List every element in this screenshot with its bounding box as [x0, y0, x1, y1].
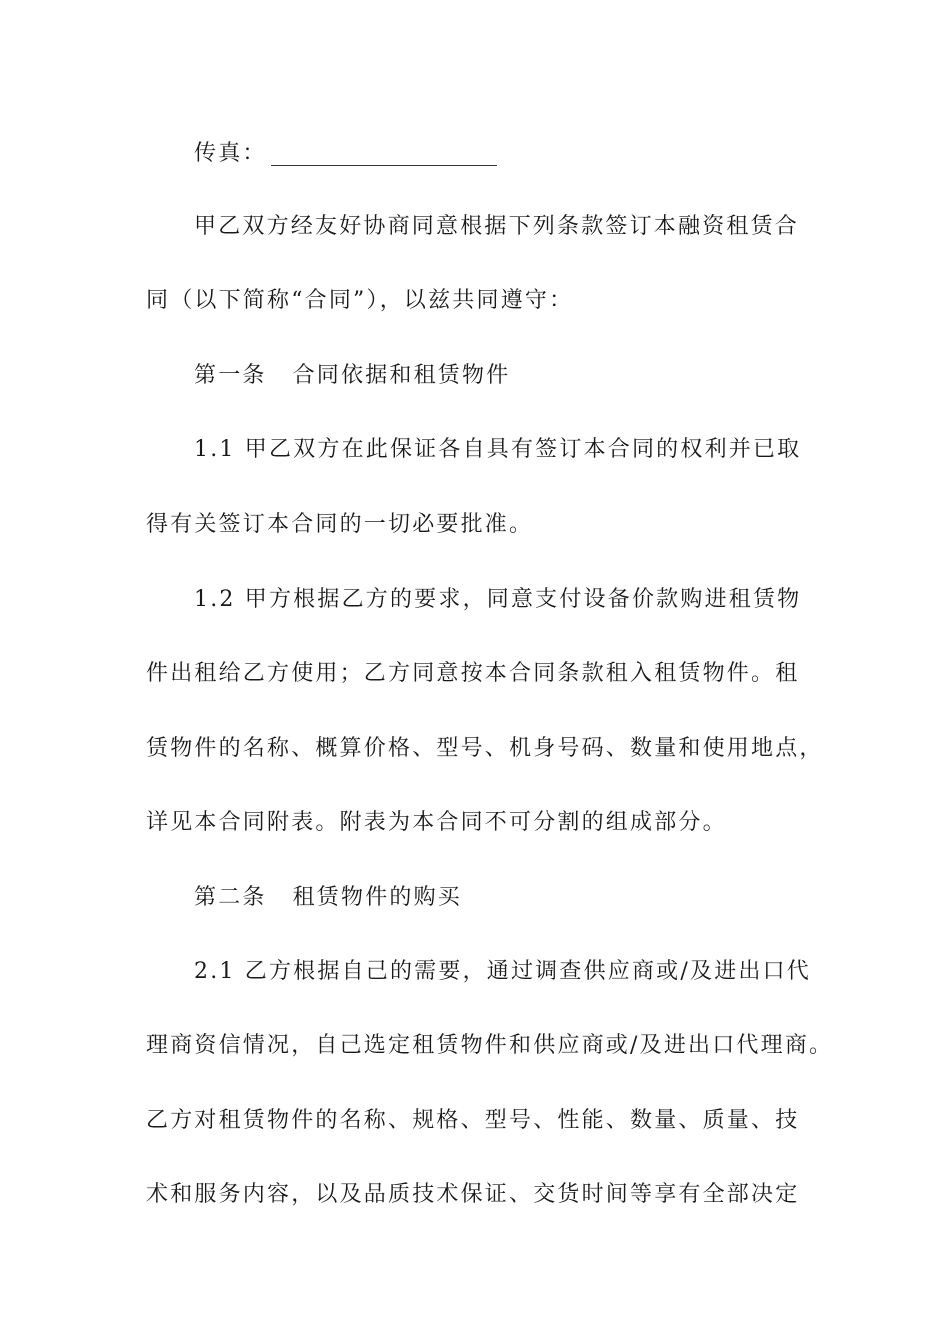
paragraph-line: 同（以下简称“合同”），以兹共同遵守： [146, 288, 574, 313]
article-1-heading [194, 361, 816, 391]
paragraph-line: 1.2 甲方根据乙方的要求，同意支付设备价款购进租赁物 [194, 587, 802, 612]
paragraph-line: 详见本合同附表。附表为本合同不可分割的组成部分。 [146, 810, 727, 835]
article-title: 合同依据和租赁物件 [292, 363, 511, 388]
paragraph-line: 赁物件的名称、概算价格、型号、机身号码、数量和使用地点， [146, 736, 824, 761]
paragraph-line: 得有关签订本合同的一切必要批准。 [146, 512, 534, 537]
article-title: 租赁物件的购买 [292, 885, 463, 910]
fax-label: 传真： [194, 141, 267, 166]
paragraph-line: 乙方对租赁物件的名称、规格、型号、性能、数量、质量、技 [146, 1108, 800, 1133]
fax-blank-underline [271, 164, 497, 166]
fax-line [194, 139, 816, 169]
article-2-heading [194, 883, 816, 913]
paragraph-line: 1.1 甲乙双方在此保证各自具有签订本合同的权利并已取 [194, 437, 802, 462]
article-number: 第一条 [194, 363, 267, 388]
paragraph-line: 理商资信情况，自己选定租赁物件和供应商或/及进出口代理商。 [146, 1033, 834, 1058]
paragraph-line: 2.1 乙方根据自己的需要，通过调查供应商或/及进出口代 [194, 959, 811, 984]
article-number: 第二条 [194, 885, 267, 910]
paragraph-line: 甲乙双方经友好协商同意根据下列条款签订本融资租赁合 [194, 214, 800, 239]
paragraph-line: 术和服务内容，以及品质技术保证、交货时间等享有全部决定 [146, 1182, 800, 1207]
paragraph-line: 件出租给乙方使用；乙方同意按本合同条款租入租赁物件。租 [146, 661, 800, 686]
